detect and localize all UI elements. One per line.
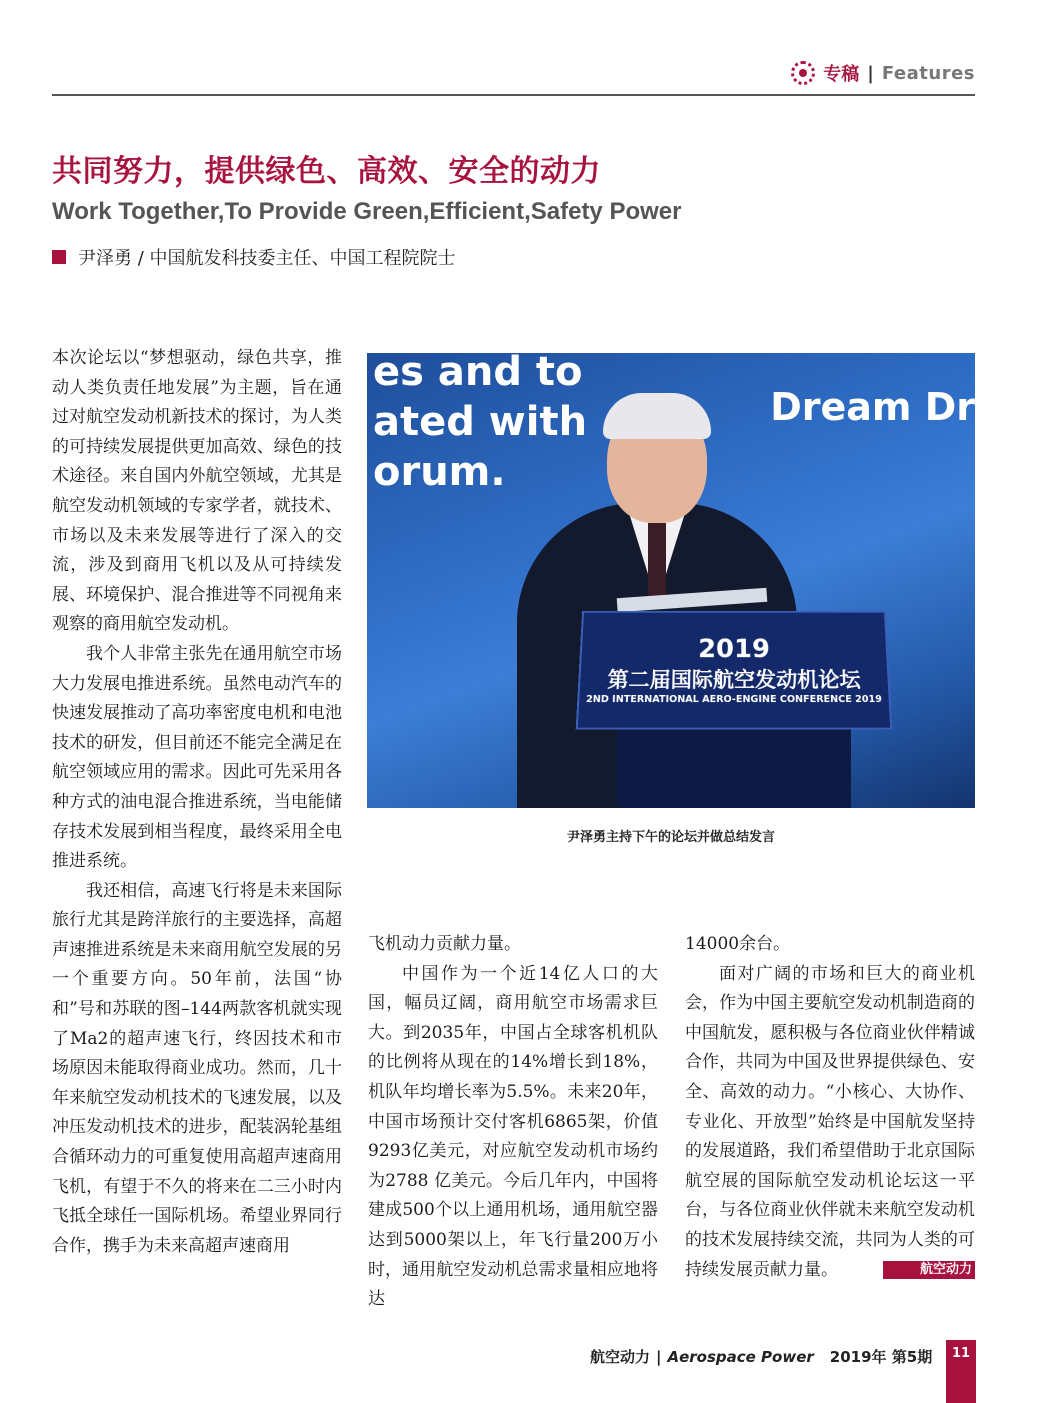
podium-title-en: 2ND INTERNATIONAL AERO-ENGINE CONFERENCE 2019: [585, 693, 883, 705]
photo-screen-text: [373, 353, 587, 497]
header-rule: [52, 94, 975, 96]
end-mark: 航空动力: [883, 1261, 975, 1279]
paragraph-text: 面对广阔的市场和巨大的商业机会，作为中国主要航空发动机制造商的中国航发，愿积极与各位商业伙伴精诚合作，共同为中国及世界提供绿色、安全、高效的动力。“小核心、大协作、专业化、开放型”始终是中国航发坚持的发展道路，我们希望借助于北京国际航空展的国际航空发动机论坛这一平台，与各位商业伙伴就未来航空发动机的技术发展持续交流，共同为人类的可持续发展贡献力量。: [685, 963, 975, 1280]
issue-label: 2019年 第5期: [829, 1348, 933, 1366]
byline-text: 尹泽勇 / 中国航发科技委主任、中国工程院院士: [78, 248, 456, 269]
journal-name-cn: 航空动力: [590, 1348, 651, 1366]
podium-year: 2019: [697, 634, 771, 664]
speaker-photo: [367, 353, 975, 808]
section-header: [791, 60, 975, 86]
article-title-en: Work Together,To Provide Green,Efficient,Safety Power: [52, 198, 682, 225]
article-title-cn: 共同努力，提供绿色、高效、安全的动力: [52, 154, 601, 189]
section-label-cn: 专稿: [823, 64, 860, 85]
byline: [52, 244, 456, 270]
screen-line: es and to: [373, 353, 583, 395]
text-column-2: [368, 930, 658, 1315]
speaker-tie: [648, 523, 666, 603]
screen-line: orum.: [373, 449, 506, 495]
paragraph: [685, 960, 975, 1286]
paragraph: 中国作为一个近14亿人口的大国，幅员辽阔，商用航空市场需求巨大。到2035年，中国占全球客机机队的比例将从现在的14%增长到18%，机队年均增长率为5.5%。未来20年，中国市场预计交付客机6865架，价值9293亿美元，对应航空发动机市场约为2788 亿美元。今后几年内，中国将建成500个以上通用机场，通用航空器达到5000架以上，年飞行量200万小时，通用航空发动机总需求量相应地将达: [368, 963, 658, 1310]
speaker-hair: [603, 393, 711, 439]
emblem-icon: [791, 61, 815, 85]
section-separator: |: [867, 62, 874, 84]
podium-base: [617, 725, 851, 808]
screen-line: ated with: [373, 399, 588, 445]
photo-caption: 尹泽勇主持下午的论坛并做总结发言: [566, 830, 775, 845]
podium-title-cn: 第二届国际航空发动机论坛: [607, 667, 861, 692]
paragraph: 我个人非常主张先在通用航空市场大力发展电推进系统。虽然电动汽车的快速发展推动了高功率密度电机和电池技术的研发，但目前还不能完全满足在航空领域应用的需求。因此可先采用各种方式的油电混合推进系统，当电能储存技术发展到相当程度，最终采用全电推进系统。: [52, 643, 342, 872]
section-label-en: Features: [881, 62, 975, 84]
paragraph: 本次论坛以“梦想驱动，绿色共享，推动人类负责任地发展”为主题，旨在通过对航空发动机新技术的探讨，为人类的可持续发展提供更加高效、绿色的技术途径。来自国内外航空领域，尤其是航空发动机领域的专家学者，就技术、市场以及未来发展等进行了深入的交流，涉及到商用飞机以及从可持续发展、环境保护、混合推进等不同视角来观察的商用航空发动机。: [52, 348, 342, 635]
text-column-3: [685, 930, 975, 1285]
page-number: 11: [946, 1340, 976, 1403]
paragraph: 我还相信，高速飞行将是未来国际旅行尤其是跨洋旅行的主要选择，高超声速推进系统是未来商用航空发展的另一个重要方向。50年前，法国“协和”号和苏联的图–144两款客机就实现了Ma2的超声速飞行，终因技术和市场原因未能取得商业成功。然而，几十年来航空发动机技术的飞速发展，以及冲压发动机技术的进步，配装涡轮基组合循环动力的可重复使用高超声速商用飞机，有望于不久的将来在二三小时内飞抵全球任一国际机场。希望业界同行合作，携手为未来高超声速商用: [52, 880, 342, 1256]
paragraph: 飞机动力贡献力量。: [368, 934, 521, 954]
paragraph: 14000余台。: [685, 934, 791, 954]
podium: [576, 611, 893, 730]
screen-dream-text: Dream Dr: [770, 385, 975, 429]
page-footer: [590, 1346, 932, 1367]
journal-name-en: Aerospace Power: [667, 1347, 814, 1366]
byline-square-icon: [52, 250, 66, 264]
footer-separator: |: [656, 1347, 662, 1366]
text-column-1: [52, 344, 342, 1261]
